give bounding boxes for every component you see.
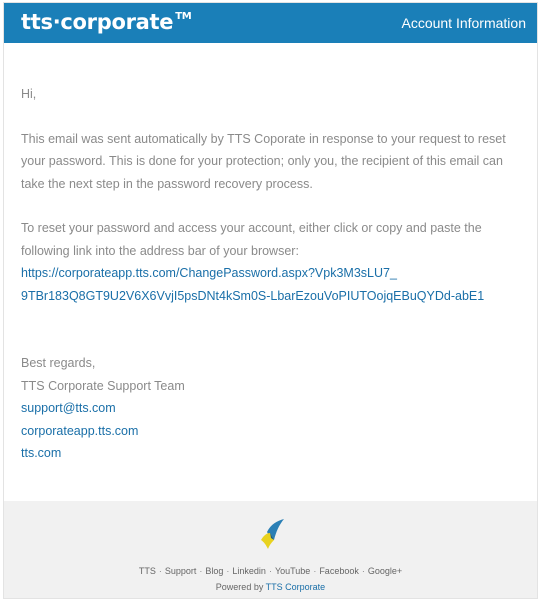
email-container bbox=[3, 2, 538, 599]
footer-link-linkedin[interactable]: Linkedin bbox=[232, 566, 266, 576]
team-name: TTS Corporate Support Team bbox=[21, 378, 185, 393]
logo-dot: · bbox=[52, 10, 61, 34]
footer-link-youtube[interactable]: YouTube bbox=[274, 566, 311, 576]
email-footer bbox=[4, 501, 537, 598]
footer-links: TTS · Support · Blog · Linkedin · YouTube · Facebook · Google+ bbox=[138, 566, 403, 576]
corporateapp-link[interactable]: corporateapp.tts.com bbox=[21, 423, 139, 438]
footer-link-blog[interactable]: Blog bbox=[205, 566, 224, 576]
footer-link-googleplus[interactable]: Google+ bbox=[367, 566, 403, 576]
tts-wing-logo-icon bbox=[257, 518, 285, 550]
reset-link-line2: 9TBr183Q8GT9U2V6X6VvjI5psDNt4kSm0S-LbarEzouVoPIUTOojqEBuQYDd-abE1 bbox=[21, 288, 485, 303]
reset-link-line1: https://corporateapp.tts.com/ChangePassword.aspx?Vpk3M3sLU7_ bbox=[21, 266, 397, 280]
logo-text-tts: tts bbox=[21, 10, 53, 34]
powered-by-link[interactable]: TTS Corporate bbox=[265, 582, 326, 592]
header-title: Account Information bbox=[401, 15, 526, 31]
paragraph-auto-sent: This email was sent automatically by TTS Coporate in response to your request to reset your password. This is done for your protection; only you, the recipient of this email can take the next step in the password recovery process. bbox=[21, 131, 506, 191]
greeting: Hi, bbox=[21, 87, 37, 101]
footer-link-support[interactable]: Support bbox=[164, 566, 197, 576]
email-body bbox=[4, 43, 537, 500]
reset-password-link[interactable] bbox=[21, 262, 519, 307]
email-header bbox=[4, 3, 537, 43]
footer-link-facebook[interactable]: Facebook bbox=[319, 566, 359, 576]
powered-by bbox=[4, 582, 537, 592]
tts-corporate-logo bbox=[21, 10, 191, 34]
logo-trademark: TM bbox=[175, 11, 192, 22]
tts-site-link[interactable]: tts.com bbox=[21, 446, 62, 460]
signoff: Best regards, bbox=[21, 356, 96, 370]
footer-link-tts[interactable]: TTS bbox=[138, 566, 156, 576]
support-email-link[interactable]: support@tts.com bbox=[21, 401, 116, 415]
powered-by-label: Powered by bbox=[215, 582, 264, 592]
paragraph-reset-instructions: To reset your password and access your account, either click or copy and paste the following link into the address bar of your browser: bbox=[21, 221, 482, 258]
logo-text-corporate: corporate bbox=[60, 10, 174, 34]
